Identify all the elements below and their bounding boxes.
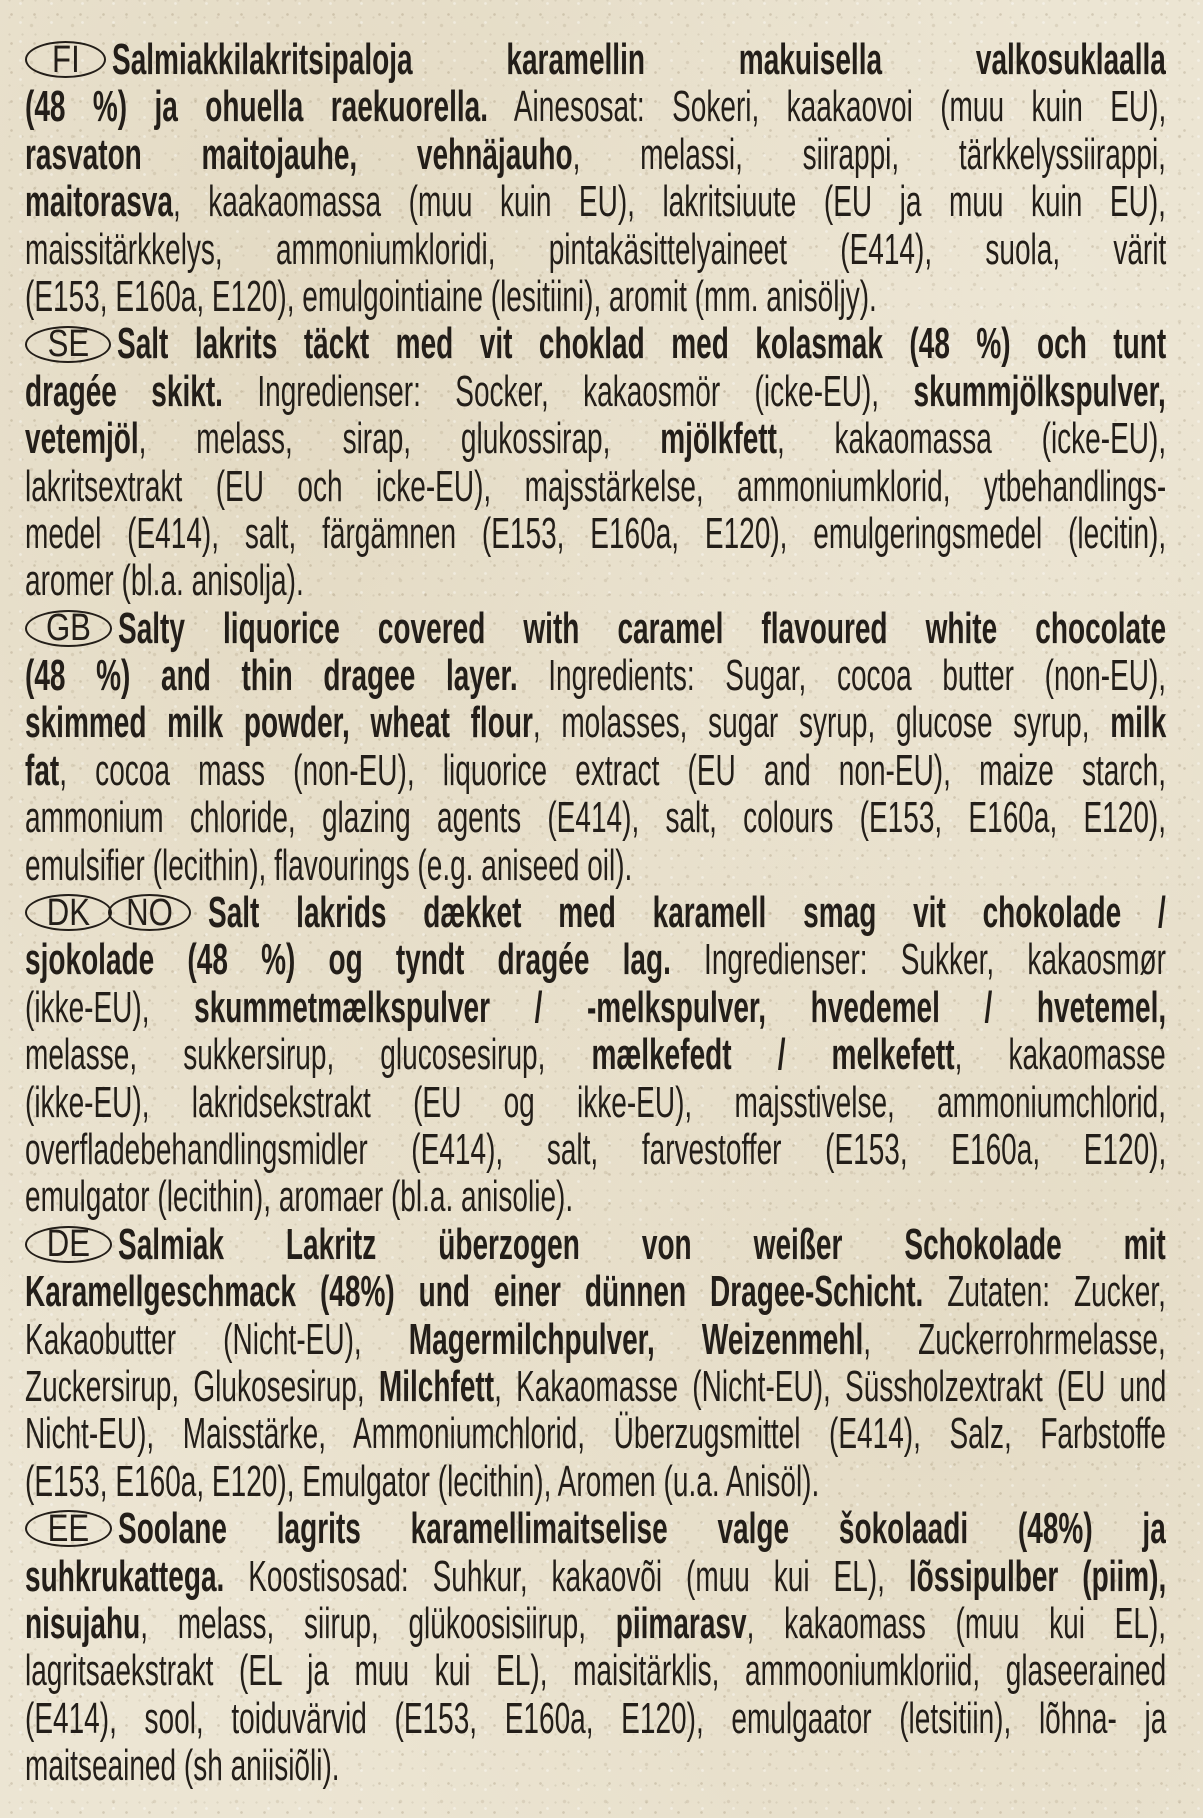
line-content xyxy=(25,463,1166,510)
text-line xyxy=(25,794,1166,841)
body-text: Ingredienser: Sukker, kakaosmør xyxy=(670,935,1166,985)
body-text: ammonium chloride, glazing agents (E414), salt, colours (E153, E160a, E120), xyxy=(25,793,1167,843)
body-text: Ingredienser: Socker, kakaosmör (icke-EU), xyxy=(222,366,914,416)
body-text: (ikke-EU), xyxy=(25,982,195,1032)
body-text: , cocoa mass (non-EU), liquorice extract (EU and non-EU), maize starch, xyxy=(59,745,1167,795)
emphasized-text: Karamellgeschmack (48%) und einer dünnen Dragee-Schicht. xyxy=(25,1267,924,1317)
line-content xyxy=(25,131,1166,178)
body-text: , molasses, sugar syrup, glucose syrup, xyxy=(532,698,1111,748)
body-text: overfladebehandlingsmidler (E414), salt, farvestoffer (E153, E160a, E120), xyxy=(25,1124,1167,1174)
text-line xyxy=(25,1410,1166,1457)
body-text: Ainesosat: Sokeri, kaakaovoi (muu kuin EU), xyxy=(488,82,1167,132)
line-text xyxy=(25,699,1166,746)
language-badge-gb xyxy=(25,607,112,650)
text-line xyxy=(25,699,1166,746)
text-line xyxy=(25,178,1166,225)
text-line xyxy=(25,320,1166,367)
language-code: EE xyxy=(47,1507,90,1550)
body-text: emulsifier (lecithin), flavourings (e.g. aniseed oil). xyxy=(25,840,633,890)
emphasized-text: Milchfett xyxy=(378,1361,495,1411)
body-text: , kakaomass (muu kui EL), xyxy=(746,1598,1167,1648)
language-code: SE xyxy=(47,323,89,366)
line-content xyxy=(25,747,1166,794)
emphasized-text: maitorasva xyxy=(25,177,173,227)
text-line xyxy=(25,1268,1166,1315)
line-text xyxy=(112,36,1166,83)
body-text: Kakaobutter (Nicht-EU), xyxy=(25,1314,409,1364)
text-line xyxy=(25,605,1166,652)
line-content xyxy=(25,1742,340,1789)
emphasized-text: rasvaton maitojauhe, vehnäjauho xyxy=(25,129,573,179)
line-content xyxy=(25,1600,1166,1647)
emphasized-text: Salty liquorice covered with caramel flavoured white chocolate xyxy=(118,603,1167,653)
emphasized-text: skummetmælkspulver / -melkspulver, hvedemel / hvetemel, xyxy=(194,982,1167,1032)
line-content xyxy=(25,984,1166,1031)
body-text: (E153, E160a, E120), emulgointiaine (lesitiini), aromit (mm. anisöljy). xyxy=(25,271,877,321)
line-text xyxy=(25,463,1166,510)
body-text: maissitärkkelys, ammoniumkloridi, pintakäsittelyaineet (E414), suola, värit xyxy=(25,224,1167,274)
line-text xyxy=(25,1031,1166,1078)
emphasized-text: vetemjöl xyxy=(25,414,139,464)
line-text xyxy=(25,984,1166,1031)
body-text: , kakaomasse xyxy=(954,1030,1166,1080)
body-text: Koostisosad: Suhkur, kakaovõi (muu kui EL), xyxy=(224,1551,909,1601)
body-text: (ikke-EU), lakridsekstrakt (EU og ikke-EU), majsstivelse, ammoniumchlorid, xyxy=(25,1077,1167,1127)
language-badge-se xyxy=(25,323,111,366)
body-text: Ingredients: Sugar, cocoa butter (non-EU), xyxy=(517,651,1167,701)
line-text xyxy=(25,1458,1166,1505)
line-content xyxy=(117,320,1166,367)
line-text xyxy=(25,273,1166,320)
text-line xyxy=(25,652,1166,699)
line-content xyxy=(25,1316,1166,1363)
line-text xyxy=(25,226,1166,273)
text-line xyxy=(25,842,1166,889)
line-text xyxy=(208,889,1166,936)
text-line xyxy=(25,1458,1166,1505)
line-content xyxy=(25,1173,573,1220)
text-line xyxy=(25,1695,1166,1742)
body-text: maitseained (sh aniisiõli). xyxy=(25,1741,340,1791)
line-content xyxy=(25,1079,1166,1126)
emphasized-text: milk xyxy=(1110,698,1167,748)
line-text xyxy=(25,1742,1166,1789)
line-content xyxy=(25,794,1166,841)
language-code: DE xyxy=(46,1223,91,1266)
text-line xyxy=(25,1647,1166,1694)
body-text: lakritsextrakt (EU och icke-EU), majsstärkelse, ammoniumklorid, ytbehandlings- xyxy=(25,461,1167,511)
text-line xyxy=(25,1126,1166,1173)
body-text: (E153, E160a, E120), Emulgator (lecithin), Aromen (u.a. Anisöl). xyxy=(25,1456,820,1506)
body-text: , kaakaomassa (muu kuin EU), lakritsiuute (EU ja muu kuin EU), xyxy=(172,177,1166,227)
line-content xyxy=(118,1505,1166,1552)
body-text: , kakaomassa (icke-EU), xyxy=(776,414,1167,464)
line-text xyxy=(25,1126,1166,1173)
emphasized-text: nisujahu xyxy=(25,1598,141,1648)
line-content xyxy=(208,889,1166,936)
language-badge-dk xyxy=(25,891,112,934)
line-content xyxy=(25,1695,1166,1742)
emphasized-text: (48 %) and thin dragee layer. xyxy=(25,651,518,701)
line-text xyxy=(118,1505,1166,1552)
language-badge-no xyxy=(108,891,191,934)
body-text: , Zuckerrohrmelasse, xyxy=(863,1314,1166,1364)
line-content xyxy=(25,415,1166,462)
line-text xyxy=(25,842,1166,889)
emphasized-text: sjokolade (48 %) og tyndt dragée lag. xyxy=(25,935,671,985)
emphasized-text: skimmed milk powder, wheat flour xyxy=(25,698,533,748)
language-code: NO xyxy=(126,891,173,934)
line-content xyxy=(25,652,1166,699)
line-content xyxy=(25,1268,1166,1315)
text-line xyxy=(25,131,1166,178)
text-line xyxy=(25,463,1166,510)
body-text: medel (E414), salt, färgämnen (E153, E160a, E120), emulgeringsmedel (lecitin), xyxy=(25,508,1167,558)
body-text: melasse, sukkersirup, glucosesirup, xyxy=(25,1030,592,1080)
emphasized-text: Soolane lagrits karamellimaitselise valge šokolaadi (48%) ja xyxy=(118,1504,1166,1554)
text-line xyxy=(25,1742,1166,1789)
line-content xyxy=(25,226,1166,273)
emphasized-text: lõssipulber (piim), xyxy=(908,1551,1167,1601)
ingredients-de xyxy=(25,1221,1166,1505)
text-line xyxy=(25,1553,1166,1600)
line-text xyxy=(25,1079,1166,1126)
line-content xyxy=(25,1647,1166,1694)
line-text xyxy=(25,794,1166,841)
emphasized-text: Salt lakrits täckt med vit choklad med kolasmak (48 %) och tunt xyxy=(117,319,1167,369)
line-text xyxy=(25,1173,1166,1220)
text-line xyxy=(25,1600,1166,1647)
text-line xyxy=(25,83,1166,130)
body-text: Nicht-EU), Maisstärke, Ammoniumchlorid, Überzugsmittel (E414), Salz, Farbstoffe xyxy=(25,1409,1166,1459)
line-text xyxy=(25,747,1166,794)
language-badge-fi xyxy=(25,38,106,81)
text-line xyxy=(25,889,1166,936)
text-line xyxy=(25,557,1166,604)
body-text: lagritsaekstrakt (EL ja muu kui EL), maisitärklis, ammooniumkloriid, glaseerained xyxy=(25,1646,1167,1696)
text-line xyxy=(25,1316,1166,1363)
ingredients-gb xyxy=(25,605,1166,889)
line-content xyxy=(25,699,1166,746)
ingredients-text xyxy=(25,36,1166,1789)
ingredients-se xyxy=(25,320,1166,604)
line-content xyxy=(25,936,1166,983)
language-code: DK xyxy=(46,891,91,934)
line-content xyxy=(25,557,304,604)
line-text xyxy=(25,1268,1166,1315)
text-line xyxy=(25,368,1166,415)
line-content xyxy=(112,36,1166,83)
text-line xyxy=(25,1173,1166,1220)
emphasized-text: Salt lakrids dækket med karamell smag vit chokolade / xyxy=(208,888,1166,938)
emphasized-text: skummjölkspulver, xyxy=(913,366,1166,416)
line-text xyxy=(25,936,1166,983)
line-content xyxy=(25,1553,1166,1600)
line-text xyxy=(25,1553,1166,1600)
line-text xyxy=(25,178,1166,225)
text-line xyxy=(25,984,1166,1031)
text-line xyxy=(25,1505,1166,1552)
line-text xyxy=(117,320,1166,367)
ingredients-fi xyxy=(25,36,1166,320)
language-code: FI xyxy=(51,38,80,81)
line-content xyxy=(25,1363,1166,1410)
body-text: , melass, sirap, glukossirap, xyxy=(138,414,661,464)
text-line xyxy=(25,1221,1166,1268)
line-content xyxy=(118,1221,1166,1268)
emphasized-text: Salmiakkilakritsipaloja karamellin makuisella valkosuklaalla xyxy=(112,35,1166,84)
line-content xyxy=(25,83,1166,130)
language-code: GB xyxy=(45,607,92,650)
line-text xyxy=(25,1316,1166,1363)
body-text: , melass, siirup, glükoosisiirup, xyxy=(140,1598,616,1648)
line-text xyxy=(25,1647,1166,1694)
line-text xyxy=(118,605,1166,652)
ingredients-dk-no xyxy=(25,889,1166,1221)
language-badge-ee xyxy=(25,1507,112,1550)
emphasized-text: (48 %) ja ohuella raekuorella. xyxy=(25,82,489,132)
emphasized-text: mælkefedt / melkefett xyxy=(591,1030,955,1080)
line-content xyxy=(25,1410,1166,1457)
emphasized-text: Salmiak Lakritz überzogen von weißer Schokolade mit xyxy=(118,1219,1166,1269)
text-line xyxy=(25,1079,1166,1126)
ingredients-ee xyxy=(25,1505,1166,1789)
line-text xyxy=(25,1363,1166,1410)
body-text: Zuckersirup, Glukosesirup, xyxy=(25,1361,379,1411)
line-content xyxy=(25,510,1166,557)
emphasized-text: Magermilchpulver, Weizenmehl xyxy=(408,1314,864,1364)
emphasized-text: fat xyxy=(25,745,60,795)
language-badge-de xyxy=(25,1223,112,1266)
text-line xyxy=(25,226,1166,273)
emphasized-text: suhkrukattega. xyxy=(25,1551,225,1601)
text-line xyxy=(25,36,1166,83)
text-line xyxy=(25,415,1166,462)
text-line xyxy=(25,936,1166,983)
emphasized-text: dragée skikt. xyxy=(25,366,223,416)
line-text xyxy=(25,1600,1166,1647)
line-content xyxy=(25,842,632,889)
line-text xyxy=(25,1695,1166,1742)
line-text xyxy=(25,131,1166,178)
line-content xyxy=(25,273,877,320)
line-text xyxy=(118,1221,1166,1268)
text-line xyxy=(25,747,1166,794)
body-text: aromer (bl.a. anisolja). xyxy=(25,556,304,606)
text-line xyxy=(25,510,1166,557)
line-text xyxy=(25,557,1166,604)
line-content xyxy=(25,1126,1166,1173)
line-text xyxy=(25,368,1166,415)
emphasized-text: piimarasv xyxy=(615,1598,747,1648)
line-content xyxy=(118,605,1166,652)
body-text: (E414), sool, toiduvärvid (E153, E160a, E120), emulgaator (letsitiin), lõhna- ja xyxy=(25,1693,1167,1743)
text-line xyxy=(25,273,1166,320)
body-text: emulgator (lecithin), aromaer (bl.a. anisolie). xyxy=(25,1172,574,1222)
line-content xyxy=(25,178,1166,225)
line-text xyxy=(25,1410,1166,1457)
body-text: Zutaten: Zucker, xyxy=(923,1267,1166,1317)
line-text xyxy=(25,510,1166,557)
line-content xyxy=(25,1458,819,1505)
line-content xyxy=(25,368,1166,415)
line-content xyxy=(25,1031,1166,1078)
emphasized-text: mjölkfett xyxy=(660,414,777,464)
body-text: , melassi, siirappi, tärkkelyssiirappi, xyxy=(572,129,1166,179)
line-text xyxy=(25,415,1166,462)
line-text xyxy=(25,83,1166,130)
text-line xyxy=(25,1031,1166,1078)
line-text xyxy=(25,652,1166,699)
text-line xyxy=(25,1363,1166,1410)
body-text: , Kakaomasse (Nicht-EU), Süssholzextrakt (EU und xyxy=(494,1361,1167,1411)
